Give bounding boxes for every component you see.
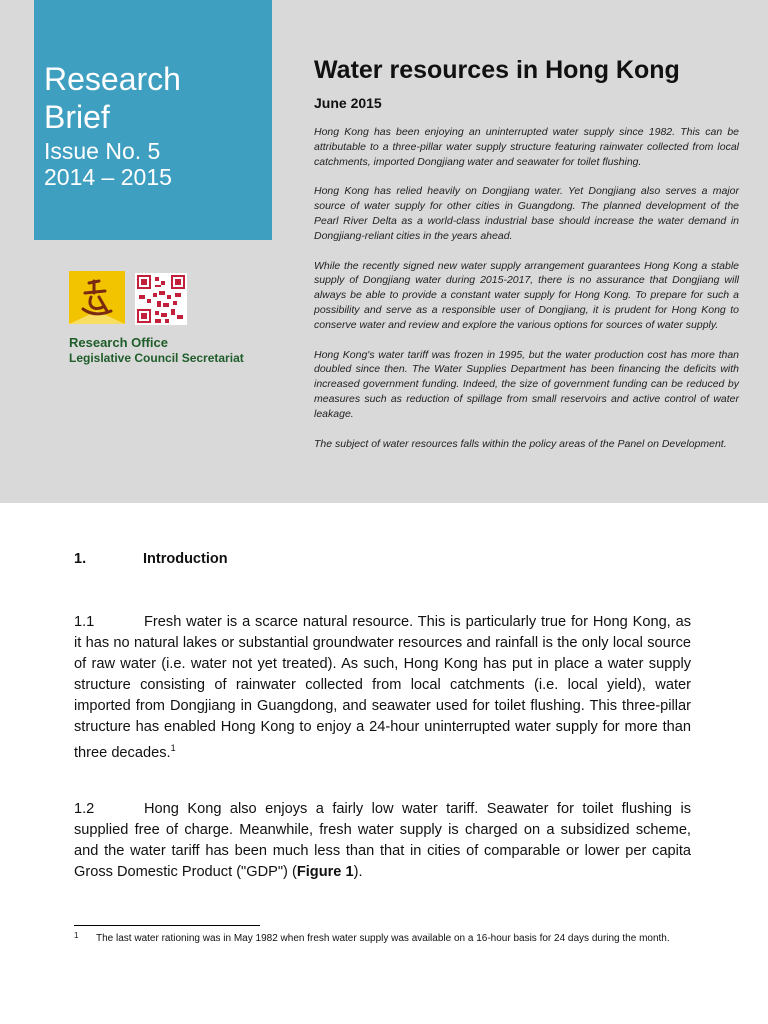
summary-paragraph: The subject of water resources falls within the policy areas of the Panel on Development. xyxy=(314,437,727,450)
paragraph-text: Hong Kong also enjoys a fairly low water tariff. Seawater for toilet flushing is supplied free of charge. Meanwhile, fresh water supply is charged on a subsidized scheme, and the water tariff has been much less than that in cities of comparable or lower per capita Gross Domestic Product ("GDP") ( xyxy=(74,801,691,880)
footnote-divider xyxy=(74,925,260,926)
section-title: Introduction xyxy=(143,551,228,567)
paragraph-number: 1.1 xyxy=(74,614,95,630)
brief-title-line2: Brief xyxy=(44,99,110,135)
research-brief-title xyxy=(44,60,181,136)
section-heading xyxy=(74,551,228,567)
paragraph-1-1 xyxy=(74,612,691,764)
summary-paragraph: Hong Kong has been enjoying an uninterrupted water supply since 1982. This can be attributable to a three-pillar water supply structure featuring rainwater collected from local catchments, imported Dongjiang water and seawater for toilet flushing. xyxy=(314,126,739,168)
office-name: Research Office xyxy=(69,335,168,350)
summary-block xyxy=(314,125,739,466)
summary-paragraph: Hong Kong's water tariff was frozen in 1995, but the water production cost has more than doubled since then. The Water Supplies Department has been financing the deficits with increased government funding. Indeed, the size of government funding can be reduced by measures such as reduction of spillage from small reservoirs and active control of water leakage. xyxy=(314,348,739,420)
footnote-ref[interactable]: 1 xyxy=(170,743,176,753)
paragraph-text: Fresh water is a scarce natural resource. This is particularly true for Hong Kong, as it has no natural lakes or substantial groundwater resources and rainfall is the only local source of raw water (i.e. water not yet treated). As such, Hong Kong has put in place a water supply structure consisting of rainwater collected from local catchments (i.e. local yield), water imported from Dongjiang in Guangdong, and seawater used for toilet flushing. This three-pillar structure has enabled Hong Kong to enjoy a 24-hour uninterrupted water supply for more than three decades. xyxy=(74,614,691,761)
summary-paragraph: While the recently signed new water supply arrangement guarantees Hong Kong a stable supply of Dongjiang water during 2015-2017, there is no assurance that Dongjiang will always be able to provide a constant water supply for Hong Kong. To prepare for such a possibility and serve as a responsible user of Dongjiang, it is prudent for Hong Kong to conserve water and review and explore the various options for sources of water supply. xyxy=(314,259,739,331)
issue-years: 2014 – 2015 xyxy=(44,164,172,190)
footnote-text: The last water rationing was in May 1982 when fresh water supply was available on a 16-hour basis for 24 days during the month. xyxy=(96,933,670,944)
paragraph-1-2 xyxy=(74,799,691,883)
footnote xyxy=(74,932,694,946)
section-number: 1. xyxy=(74,551,87,567)
footnote-number: 1 xyxy=(74,931,79,940)
document-date: June 2015 xyxy=(314,95,382,111)
paragraph-number: 1.2 xyxy=(74,801,95,817)
brief-title-line1: Research xyxy=(44,61,181,97)
summary-paragraph: Hong Kong has relied heavily on Dongjiang water. Yet Dongjiang also serves a major source of water supply for other cities in Guangdong. The planned development of the Pearl River Delta as a world-class industrial base should increase the water demand in Dongjiang-reliant cities in the years ahead. xyxy=(314,185,739,242)
issue-number: Issue No. 5 xyxy=(44,138,161,164)
office-subtitle: Legislative Council Secretariat xyxy=(69,351,244,365)
document-title: Water resources in Hong Kong xyxy=(314,56,680,84)
qr-code-icon xyxy=(135,273,187,325)
legco-logo-icon xyxy=(69,271,125,324)
paragraph-text-end: ). xyxy=(353,864,363,880)
figure-reference: Figure 1 xyxy=(296,864,354,880)
issue-info xyxy=(44,138,172,190)
